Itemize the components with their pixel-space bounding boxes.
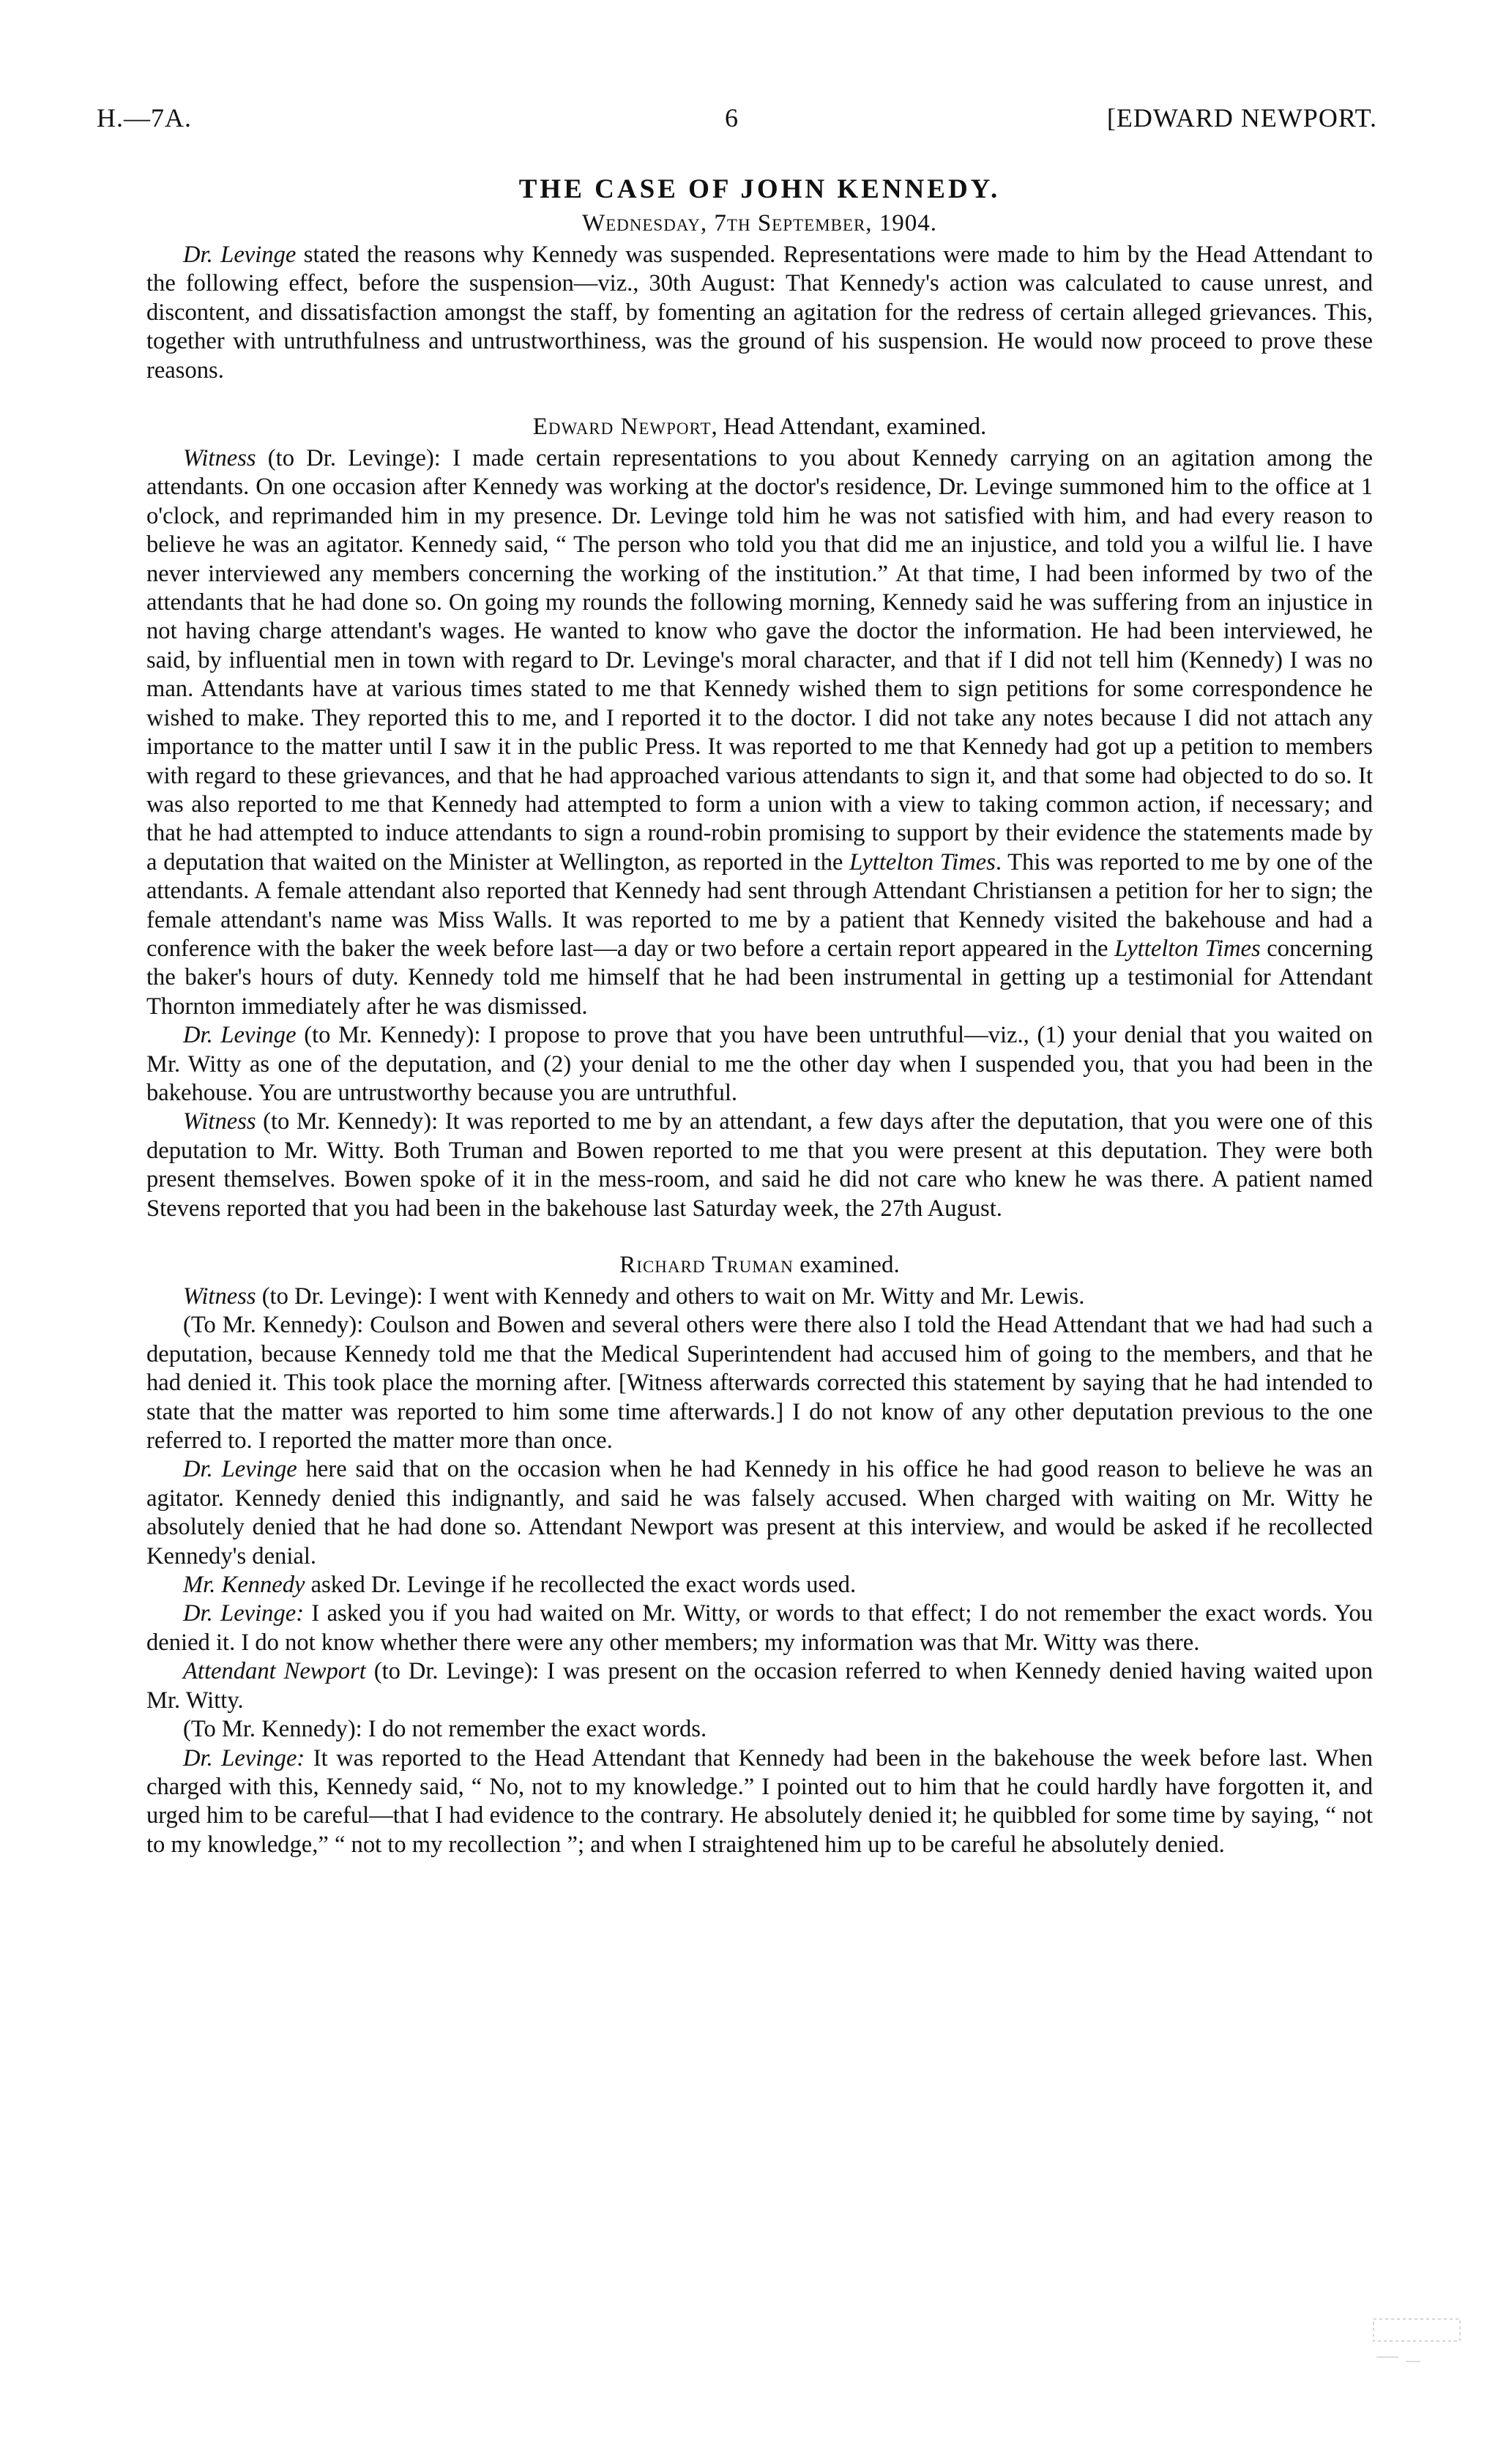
document-body [146, 172, 1373, 1859]
speaker-name: Dr. Levinge [183, 242, 297, 268]
paragraph-text: concerning the baker's hours of duty. Kennedy told me himself that he had been instrumental in getting up a testimonial for Attendant Thornton immediately after he was dismissed. [146, 935, 1374, 1020]
running-head: [EDWARD NEWPORT. [1106, 103, 1377, 132]
testimony-paragraph [146, 1571, 1373, 1599]
page-number: 6 [725, 103, 739, 132]
section-heading-truman [146, 1250, 1373, 1280]
paragraph-text: (To Mr. Kennedy): Coulson and Bowen and several others were there also I told the Head Attendant that we had had such a deputation, because Kennedy told me that the Medical Superintendent had accused him of going to the members, and that he had denied it. This took place the morning after. [Witness afterwards corrected this statement by saying that he had intended to state that the matter was reported to him some time afterwards.] I do not know of any other deputation previous to the one referred to. I reported the matter more than once. [146, 1312, 1373, 1455]
hearing-date: Wednesday, 7th September, 1904. [581, 210, 938, 236]
speaker-name: Witness [183, 1283, 256, 1310]
paragraph-text: (To Mr. Kennedy): I do not remember the exact words. [183, 1716, 707, 1743]
paragraph-text: I asked you if you had waited on Mr. Witty, or words to that effect; I do not remember the exact words. You denied it. I do not know whether there were any other members; my information was that Mr. Witty was there. [146, 1600, 1374, 1656]
speaker-name: Dr. Levinge: [183, 1600, 305, 1627]
witness-role: , Head Attendant, examined. [711, 414, 987, 441]
testimony-paragraph [146, 1283, 1373, 1311]
paragraph-text: (to Dr. Levinge): I made certain representations to you about Kennedy carrying on an agitation among the attendants. On one occasion after Kennedy was working at the doctor's residence, Dr. Levinge summoned him to the office at 1 o'clock, and reprimanded him in my presence. Dr. Levinge told him he was not satisfied with him, and had every reason to believe he was an agitator. Kennedy said, “ The person who told you that did me an injustice, and told you a wilful lie. I have never interviewed any members concerning the working of the institution.” At that time, I had been informed by two of the attendants that he had done so. On going my rounds the following morning, Kennedy said he was suffering from an injustice in not having charge attendant's wages. He wanted to know who gave the doctor the information. He had been interviewed, he said, by influential men in town with regard to Dr. Levinge's moral character, and that if I did not tell him (Kennedy) I was no man. Attendants have at various times stated to me that Kennedy wished them to sign petitions for some correspondence he wished to make. They reported this to me, and I reported it to the doctor. I did not take any notes because I did not attach any importance to the matter until I saw it in the public Press. It was reported to me that Kennedy had got up a petition to members with regard to these grievances, and that he had approached various attendants to sign it, and that some had objected to do so. It was also reported to me that Kennedy had attempted to form a union with a view to taking common action, if necessary; and that he had attempted to induce attendants to sign a round-robin promising to support by their evidence the statements made by a deputation that waited on the Minister at Wellington, as reported in the [146, 445, 1373, 876]
speaker-name: Mr. Kennedy [183, 1572, 305, 1599]
stamp-mark-icon [1369, 2313, 1464, 2372]
paragraph-text: (to Mr. Kennedy): I propose to prove that you have been untruthful—viz., (1) your denial that you waited on Mr. Witty as one of the deputation, and (2) your denial to me the other day when I suspended you, that you had been in the bakehouse. You are untrustworthy because you are untruthful. [146, 1022, 1373, 1106]
witness-role: examined. [793, 1252, 900, 1278]
testimony-paragraph [146, 1455, 1373, 1571]
speaker-name: Dr. Levinge [183, 1456, 297, 1483]
paragraph-text: (to Dr. Levinge): I was present on the occasion referred to when Kennedy denied having waited upon Mr. Witty. [146, 1658, 1373, 1714]
faded-library-stamp [1369, 2313, 1464, 2372]
case-title: THE CASE OF JOHN KENNEDY. [518, 174, 1001, 204]
testimony-paragraph [146, 1108, 1373, 1223]
testimony-paragraph [146, 1599, 1373, 1657]
paragraph-text: asked Dr. Levinge if he recollected the exact words used. [305, 1572, 857, 1599]
testimony-paragraph [146, 1657, 1373, 1715]
testimony-paragraph [146, 444, 1373, 1021]
testimony-paragraph [146, 1311, 1373, 1455]
speaker-name: Dr. Levinge: [183, 1744, 305, 1772]
intro-paragraph [146, 241, 1373, 385]
speaker-name: Witness [183, 445, 256, 472]
testimony-paragraph [146, 1744, 1373, 1860]
paragraph-text: here said that on the occasion when he had Kennedy in his office he had good reason to believe he was an agitator. Kennedy denied this indignantly, and said he was falsely accused. When charged with waiting on Mr. Witty he absolutely denied that he had done so. Attendant Newport was present at this interview, and would be asked if he recollected Kennedy's denial. [146, 1456, 1373, 1569]
series-reference: H.—7A. [97, 103, 192, 132]
newspaper-title: Lyttelton Times [849, 848, 996, 876]
testimony-paragraph [146, 1715, 1373, 1744]
newspaper-title: Lyttelton Times [1114, 935, 1261, 962]
speaker-name: Attendant Newport [183, 1658, 366, 1685]
witness-name: Edward Newport [532, 414, 712, 441]
paragraph-text: (to Dr. Levinge): I went with Kennedy and others to wait on Mr. Witty and Mr. Lewis. [256, 1283, 1085, 1310]
witness-name: Richard Truman [619, 1252, 794, 1278]
paragraph-text: . This was reported to me by one of the attendants. A female attendant also reported that Kennedy had sent through Attendant Christiansen a petition for her to sign; the female attendant's name was Miss Walls. It was reported to me by a patient that Kennedy visited the bakehouse and had a conference with the baker the week before last—a day or two before a certain report appeared in the [146, 848, 1374, 962]
paragraph-text: (to Mr. Kennedy): It was reported to me by an attendant, a few days after the deputation, that you were one of this deputation to Mr. Witty. Both Truman and Bowen reported to me that you were present at this deputation. They were both present themselves. Bowen spoke of it in the mess-room, and said he did not care who knew he was there. A patient named Stevens reported that you had been in the bakehouse last Saturday week, the 27th August. [146, 1108, 1373, 1222]
speaker-name: Witness [183, 1108, 256, 1135]
speaker-name: Dr. Levinge [183, 1022, 297, 1049]
section-heading-newport [146, 412, 1373, 441]
paragraph-text: stated the reasons why Kennedy was suspended. Representations were made to him by the Head Attendant to the following effect, before the suspension—viz., 30th August: That Kennedy's action was calculated to cause unrest, and discontent, and dissatisfaction amongst the staff, by fomenting an agitation for the redress of certain alleged grievances. This, together with untruthfulness and untrustworthiness, was the ground of his suspension. He would now proceed to prove these reasons. [146, 242, 1373, 384]
testimony-paragraph [146, 1021, 1373, 1108]
paragraph-text: It was reported to the Head Attendant that Kennedy had been in the bakehouse the week before last. When charged with this, Kennedy said, “ No, not to my knowledge.” I pointed out to him that he could hardly have forgotten it, and urged him to be careful—that I had evidence to the contrary. He absolutely denied it; he quibbled for some time by saying, “ not to my knowledge,” “ not to my recollection ”; and when I straightened him up to be careful he absolutely denied. [146, 1744, 1373, 1858]
